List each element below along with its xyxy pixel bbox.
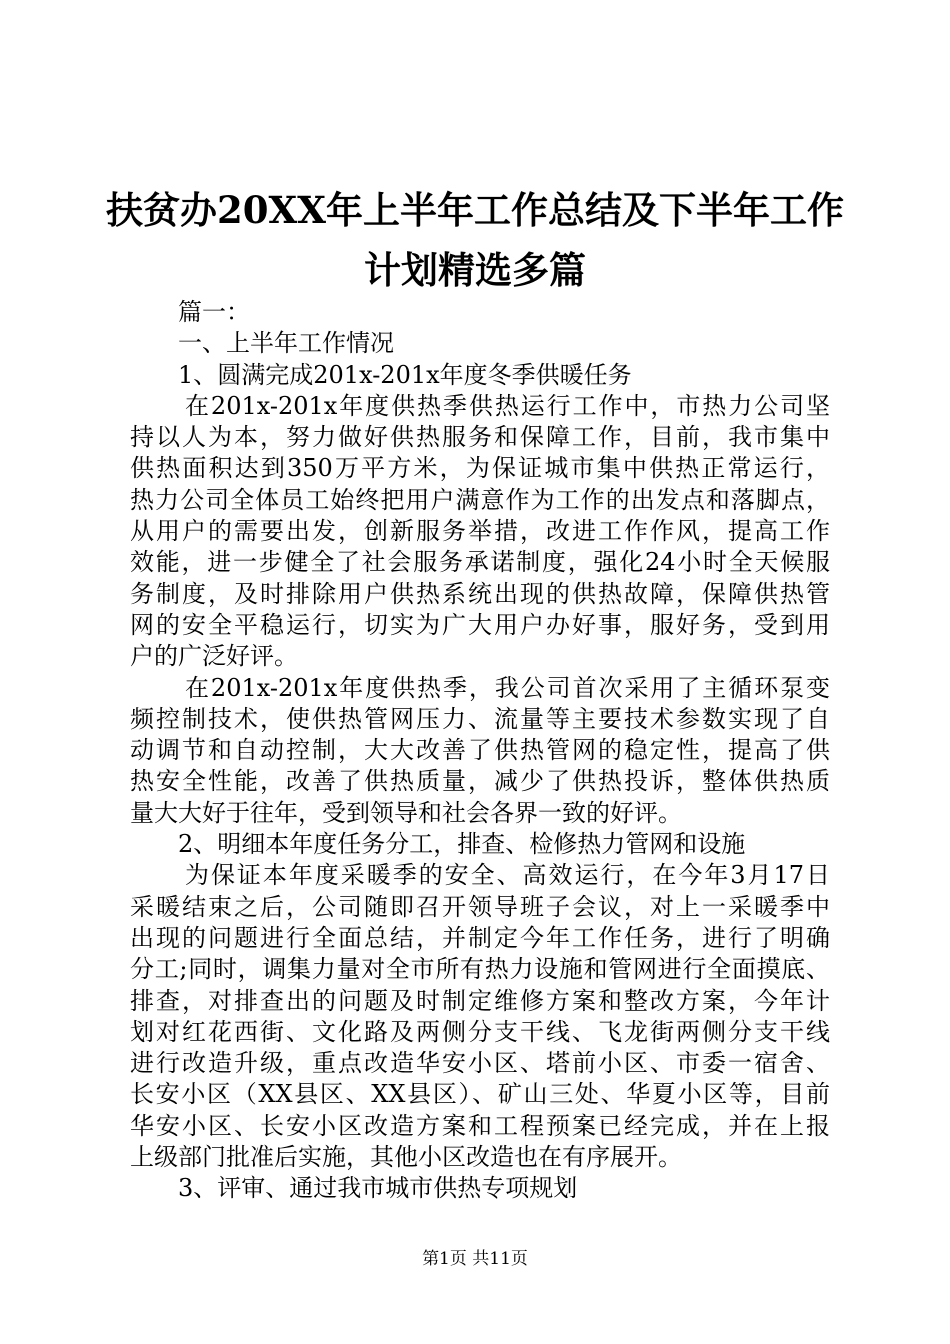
paragraph-line: 频控制技术，使供热管网压力、流量等主要技术参数实现了自 <box>130 704 830 733</box>
paragraph-line: 持以人为本，努力做好供热服务和保障工作，目前，我市集中 <box>130 423 830 452</box>
paragraph-line: 上级部门批准后实施，其他小区改造也在有序展开。 <box>130 1143 682 1172</box>
paragraph-line: 排查，对排查出的问题及时制定维修方案和整改方案，今年计 <box>130 986 830 1015</box>
paragraph-line: 分工;同时，调集力量对全市所有热力设施和管网进行全面摸底、 <box>130 955 830 984</box>
paragraph-line: 在201x-201x年度供热季供热运行工作中，市热力公司坚 <box>185 391 830 420</box>
paragraph-line: 长安小区（XX县区、XX县区）、矿山三处、华夏小区等，目前 <box>130 1080 830 1109</box>
paragraph-line: 出现的问题进行全面总结，并制定今年工作任务，进行了明确 <box>130 923 830 952</box>
paragraph-line: 采暖结束之后，公司随即召开领导班子会议，对上一采暖季中 <box>130 892 830 921</box>
item-heading: 3、评审、通过我市城市供热专项规划 <box>178 1174 578 1203</box>
item-heading: 2、明细本年度任务分工，排查、检修热力管网和设施 <box>178 830 746 859</box>
paragraph-line: 供热面积达到350万平方米，为保证城市集中供热正常运行， <box>130 454 830 483</box>
paragraph-line: 户的广泛好评。 <box>130 642 298 671</box>
item-heading: 1、圆满完成201x-201x年度冬季供暖任务 <box>178 360 632 389</box>
document-body <box>130 297 830 1205</box>
document-title-line-2: 计划精选多篇 <box>364 248 586 292</box>
paragraph-line: 从用户的需要出发，创新服务举措，改进工作作风，提高工作 <box>130 517 830 546</box>
paragraph-line: 动调节和自动控制，大大改善了供热管网的稳定性，提高了供 <box>130 736 830 765</box>
paragraph-line: 量大大好于往年，受到领导和社会各界一致的好评。 <box>130 798 682 827</box>
paragraph-line: 为保证本年度采暖季的安全、高效运行，在今年3月17日 <box>185 861 830 890</box>
paragraph-line: 划对红花西街、文化路及两侧分支干线、飞龙街两侧分支干线 <box>130 1017 830 1046</box>
paragraph-line: 热力公司全体员工始终把用户满意作为工作的出发点和落脚点， <box>130 485 830 514</box>
paragraph-line: 华安小区、长安小区改造方案和工程预案已经完成，并在上报 <box>130 1111 830 1140</box>
paragraph-line: 效能，进一步健全了社会服务承诺制度，强化24小时全天候服 <box>130 548 830 577</box>
paragraph-line: 务制度，及时排除用户供热系统出现的供热故障，保障供热管 <box>130 579 830 608</box>
subsection-heading: 一、上半年工作情况 <box>178 329 394 358</box>
paragraph-line: 网的安全平稳运行，切实为广大用户办好事，服好务，受到用 <box>130 610 830 639</box>
paragraph-line: 进行改造升级，重点改造华安小区、塔前小区、市委一宿舍、 <box>130 1049 830 1078</box>
paragraph-line: 热安全性能，改善了供热质量，减少了供热投诉，整体供热质 <box>130 767 830 796</box>
document-title-line-1: 扶贫办20XX年上半年工作总结及下半年工作 <box>106 188 844 232</box>
section-heading: 篇一： <box>178 298 250 326</box>
page-number-footer: 第1页 共11页 <box>422 1249 528 1269</box>
paragraph-line: 在201x-201x年度供热季，我公司首次采用了主循环泵变 <box>185 673 830 702</box>
